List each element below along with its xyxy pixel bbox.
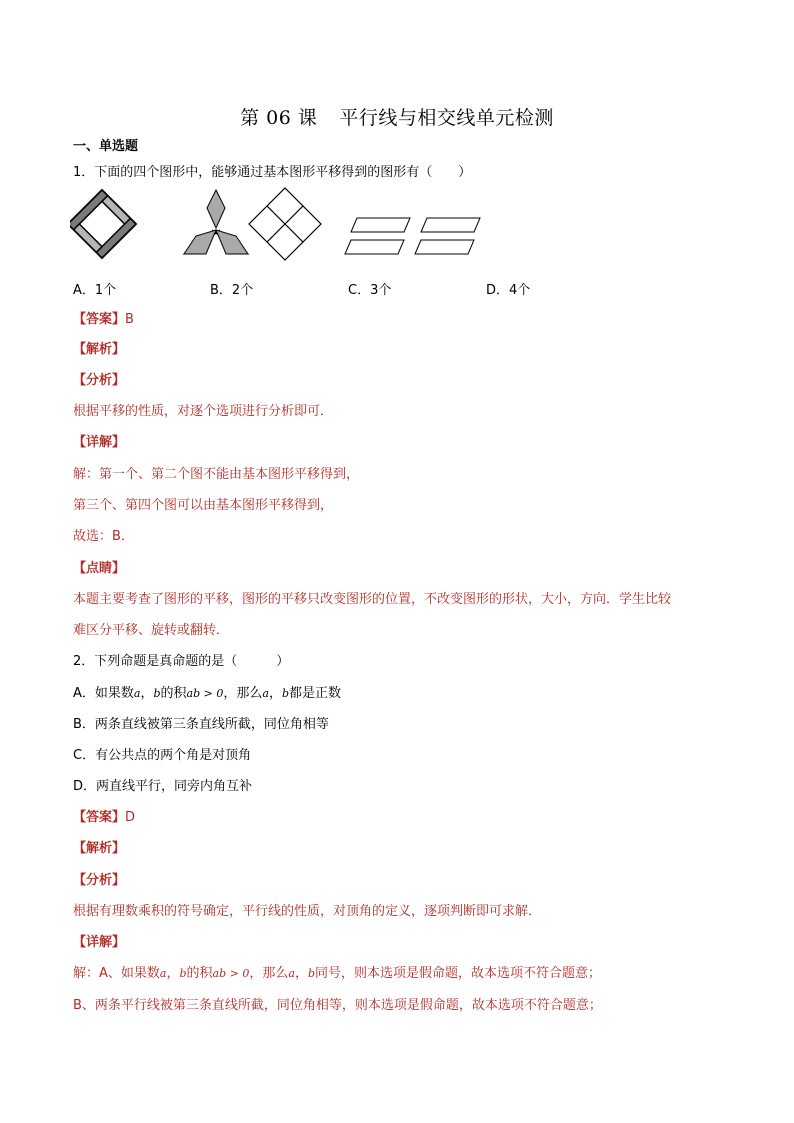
q1-fenxi-text: 根据平移的性质，对逐个选项进行分析即可． [73,404,334,419]
q1-xiangjie-tag: 【详解】 [73,435,126,450]
figure-square-frame [70,190,136,258]
q1-stem: 1．下面的四个图形中，能够通过基本图形平移得到的图形有（ ） [73,165,472,180]
q1-dianjing-line-1: 本题主要考查了图形的平移，图形的平移只改变图形的位置，不改变图形的形状，大小，方向．学生比较 [73,592,672,607]
answer-value: B [125,312,134,327]
q1-fenxi-tag: 【分析】 [73,373,126,388]
page-title [0,103,794,130]
q2-fenxi-tag: 【分析】 [73,873,126,888]
q1-option-c: C．3个 [348,283,392,298]
figure-four-parallelograms [345,218,480,254]
q2-option-b: B．两条直线被第三条直线所截，同位角相等 [73,717,329,732]
section-heading: 一、单选题 [73,139,139,154]
figure-three-rhombi [184,190,248,254]
q1-option-b: B．2个 [210,283,254,298]
q2-xiangjie-line-1: 解：A、如果数a，b的积ab > 0，那么a，b同号，则本选项是假命题，故本选项不符合题意； [73,966,602,981]
q2-option-d: D．两直线平行，同旁内角互补 [73,779,253,794]
q2-answer: 【答案】D [73,810,136,825]
q1-option-a: A．1个 [73,283,117,298]
q2-jiexi-tag: 【解析】 [73,841,126,856]
q1-figures [70,186,490,266]
q1-dianjing-line-2: 难区分平移、旋转或翻转． [73,623,230,638]
lesson-number: 第 06 课 [240,107,318,129]
q2-xiangjie-line-2: B、两条平行线被第三条直线所截，同位角相等，则本选项是假命题，故本选项不符合题意； [73,998,602,1013]
q2-stem: 2．下列命题是真命题的是（ ） [73,654,290,669]
q1-xiangjie-line-2: 第三个、第四个图可以由基本图形平移得到， [73,498,334,513]
q1-xiangjie-line-1: 解：第一个、第二个图不能由基本图形平移得到， [73,467,360,482]
q1-jiexi-tag: 【解析】 [73,342,126,357]
q1-answer [73,311,134,329]
lesson-name: 平行线与相交线单元检测 [339,107,554,129]
q2-fenxi-text: 根据有理数乘积的符号确定，平行线的性质，对顶角的定义，逐项判断即可求解． [73,904,542,919]
q2-xiangjie-tag: 【详解】 [73,935,126,950]
answer-tag: 【答案】 [73,312,126,327]
q1-dianjing-tag: 【点睛】 [73,561,126,576]
figure-four-diamonds [249,188,321,260]
q2-option-a: A．如果数a，b的积ab > 0，那么a，b都是正数 [73,686,342,701]
q1-option-d: D．4个 [486,283,531,298]
answer-value: D [125,810,136,825]
q2-option-c: C．有公共点的两个角是对顶角 [73,748,252,763]
q1-xiangjie-line-3: 故选：B． [73,529,134,544]
